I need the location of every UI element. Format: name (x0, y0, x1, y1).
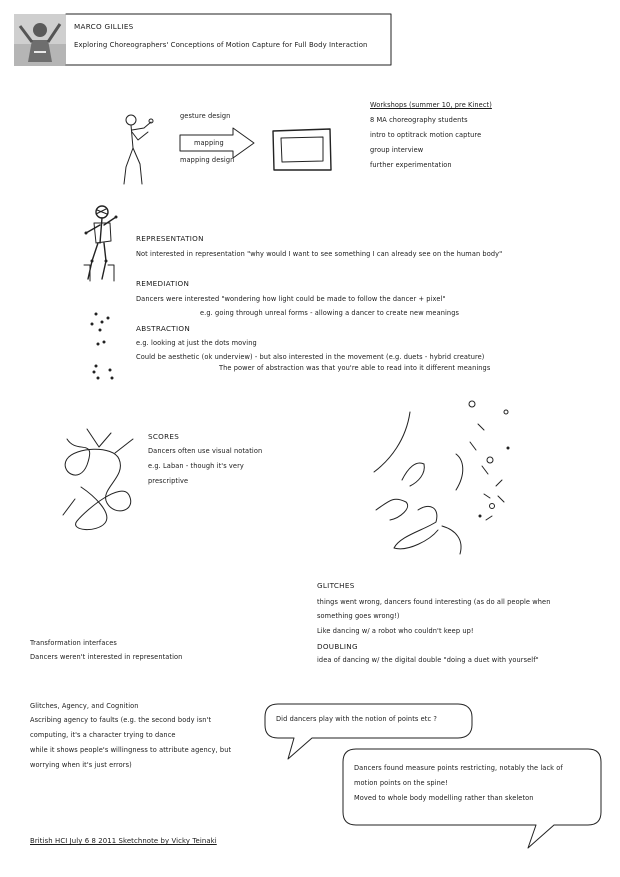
abstraction-line: Could be aesthetic (ok underview) - but also interested in the movement (e.g. duets - hybrid creature) (136, 353, 485, 361)
abstraction-title: ABSTRACTION (136, 324, 191, 333)
abstraction-line: e.g. looking at just the dots moving (136, 339, 257, 347)
scores-title: SCORES (148, 432, 180, 441)
workshops-line: 8 MA choreography students (370, 116, 468, 124)
workshops-line: intro to optitrack motion capture (370, 131, 482, 139)
scores-line: Dancers often use visual notation (148, 447, 263, 455)
screen-sketch (271, 128, 333, 172)
notation-scribble (57, 425, 147, 535)
header-frame (14, 13, 392, 66)
representation-text: Not interested in representation "why would I want to see something I can already see on the human body" (136, 250, 503, 258)
abstraction-line: The power of abstraction was that you're able to read into it different meanings (219, 364, 491, 372)
mapping-design-label: mapping design (180, 156, 235, 164)
author-name: MARCO GILLIES (74, 22, 134, 31)
transformation-title: Transformation interfaces (30, 639, 117, 647)
scores-line: prescriptive (148, 477, 189, 485)
doubling-text: idea of dancing w/ the digital double "doing a duet with yourself" (317, 656, 539, 664)
gesture-design-label: gesture design (180, 112, 231, 120)
glitches-line: something goes wrong!) (317, 612, 400, 620)
agency-line: Ascribing agency to faults (e.g. the second body isn't (30, 716, 212, 724)
question-text: Did dancers play with the notion of points etc ? (276, 715, 437, 723)
answer-line: motion points on the spine! (354, 779, 448, 787)
glitches-line: Like dancing w/ a robot who couldn't keep up! (317, 627, 474, 635)
workshops-line: further experimentation (370, 161, 452, 169)
dancer-sketch (118, 112, 158, 182)
mapping-label: mapping (194, 139, 224, 147)
representation-title: REPRESENTATION (136, 234, 204, 243)
scores-line: e.g. Laban - though it's very (148, 462, 244, 470)
answer-line: Moved to whole body modelling rather than skeleton (354, 794, 534, 802)
motion-capture-figure (82, 203, 122, 283)
remediation-title: REMEDIATION (136, 279, 190, 288)
agency-title: Glitches, Agency, and Cognition (30, 702, 139, 710)
answer-line: Dancers found measure points restricting, notably the lack of (354, 764, 563, 772)
point-light-dots (88, 308, 128, 388)
doubling-title: DOUBLING (317, 642, 358, 651)
paper-title: Exploring Choreographers' Conceptions of Motion Capture for Full Body Interaction (74, 41, 368, 49)
agency-line: while it shows people's willingness to attribute agency, but (30, 746, 232, 754)
agency-line: worrying when it's just errors) (30, 761, 132, 769)
remediation-line: Dancers were interested "wondering how light could be made to follow the dancer + pixel" (136, 295, 446, 303)
glitch-dancer-sketch (360, 390, 530, 560)
agency-line: computing, it's a character trying to dance (30, 731, 176, 739)
remediation-line: e.g. going through unreal forms - allowing a dancer to create new meanings (200, 309, 460, 317)
transformation-text: Dancers weren't interested in representation (30, 653, 183, 661)
glitches-line: things went wrong, dancers found interesting (as do all people when (317, 598, 551, 606)
footer-credit: British HCI July 6 8 2011 Sketchnote by Vicky Teinaki (30, 837, 217, 845)
workshops-title: Workshops (summer 10, pre Kinect) (370, 101, 492, 109)
glitches-title: GLITCHES (317, 581, 355, 590)
workshops-line: group interview (370, 146, 424, 154)
